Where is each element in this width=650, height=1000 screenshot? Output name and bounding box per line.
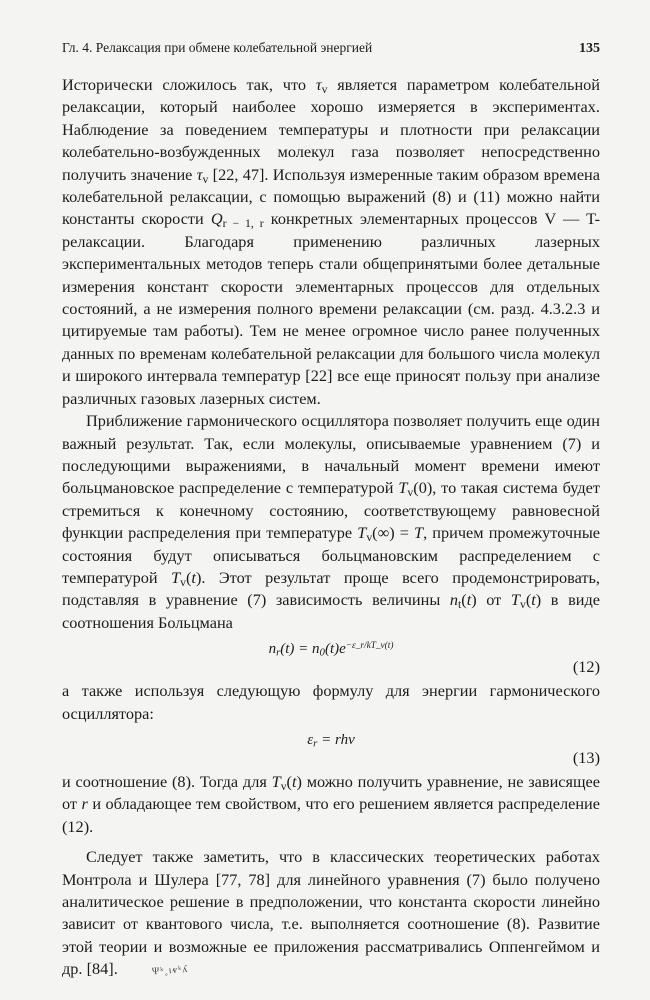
page-body <box>62 74 600 984</box>
paragraph-5: Следует также заметить, что в классических теоретических работах Монтрола и Шулера [77, 78] для линейного уравнения (7) было получено аналитическое решение в предположении, что константа скорости линейно зависит от квантового числа, т.е. выполняется соотношение (8). Развитие этой теории и возможные ее приложения рассматривались Оппенгеймом и др. [84]. Ψᵏ˳ɩⱴᵏʎ <box>62 846 600 983</box>
page-number: 135 <box>579 41 600 56</box>
paragraph-2: Приближение гармонического осциллятора позволяет получить еще один важный результат. Так, если молекулы, описываемые уравнением (7) и последующими выражениями, в начальный момент времени имеют больцмановское распределение с температурой $T_v(0)$, то такая система будет стремиться к конечному состоянию, соответствующему равновесной функции распределения при температуре $T_v(\infty) = T$, причем промежуточные состояния будут описываться больцмановским распределением с температурой $T_v(t)$. Этот результат проще всего продемонстрировать, подставляя в уравнение (7) зависимость величины $n_t(t)$ от $T_v(t)$ в виде соотношения Больцмана <box>62 411 600 632</box>
page-header <box>62 40 600 57</box>
equation-12-number: (12) <box>572 656 600 676</box>
running-title: Гл. 4. Релаксация при обмене колебательной энергией <box>62 40 373 55</box>
paragraph-1: Исторически сложилось так, что $\tau_v$ является параметром колебательной релаксации, который наиболее хорошо измеряется в экспериментах. Наблюдение за поведением температуры и плотности при релаксации колебательно-возбужденных молекул газа позволяет непосредственно получить значение $\tau_v$ [22, 47]. Используя измеренные таким образом времена колебательной релаксации, с помощью выражений (8) и (11) можно найти константы скорости $Q_{r - 1, r}$ конкретных элементарных процессов V — T-релаксации. Благодаря применению различных лазерных экспериментальных методов теперь стали общепринятыми более детальные измерения констант скорости элементарных процессов для отдельных состояний, а не измерения полного времени релаксации (см. разд. 4.3.2.3 и цитируемые там работы). Тем не менее огромное число ранее полученных данных по временам колебательной релаксации для большого числа молекул и широкого интервала температур [22] все еще приносят пользу при анализе различных газовых лазерных систем. <box>62 75 601 408</box>
equation-13 <box>62 725 600 771</box>
equation-12 <box>62 634 600 680</box>
handwritten-mark: Ψᵏ˳ɩⱴᵏʎ <box>151 964 189 978</box>
equation-12-expression: $n_r(t) = n_0(t)e^{-\varepsilon\_r/kT\_v(t)}$ <box>268 641 394 659</box>
equation-13-expression: $\varepsilon_r = rh\nu$ <box>307 731 355 750</box>
equation-13-number: (13) <box>572 747 600 767</box>
paragraph-3: а также используя следующую формулу для энергии гармонического осциллятора: <box>62 681 600 723</box>
paragraph-4: и соотношение (8). Тогда для $T_v(t)$ можно получить уравнение, не зависящее от r и обладающее тем свойством, что его решением является распределение (12). <box>62 771 600 836</box>
